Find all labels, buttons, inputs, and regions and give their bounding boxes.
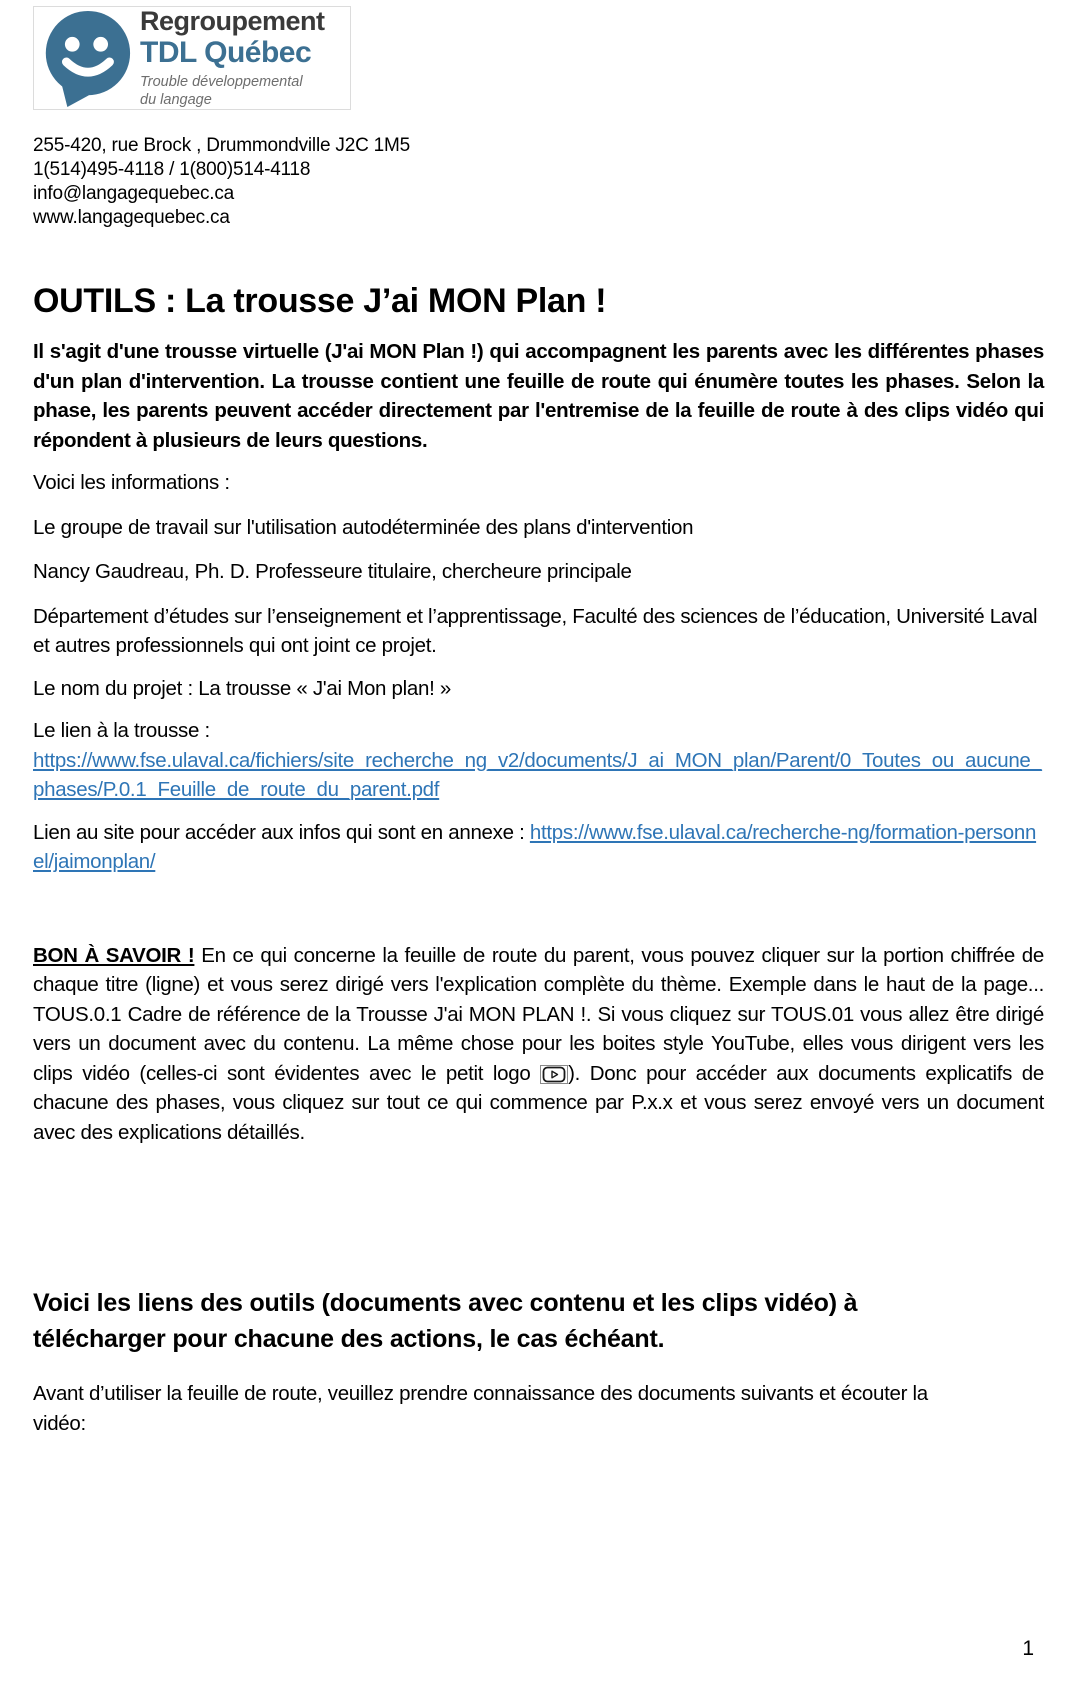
annexe-link[interactable]: https://www.fse.ulaval.ca/recherche-ng/formation-personnel/jaimonplan/ (33, 820, 1037, 873)
trousse-link[interactable]: https://www.fse.ulaval.ca/fichiers/site_recherche_ng_v2/documents/J_ai_MON_plan/Parent/0_Toutes_ou_aucune_phases/P.0.1_Feuille_de_route_du_parent.pdf (33, 748, 1042, 801)
bon-a-savoir-text-after-icon: ). Donc pour accéder aux documents explicatifs de chacune des phases, vous cliquez sur tout ce qui commence par P.x.x et vous serez envoyé vers un document avec des explications détaillés. (33, 1061, 1044, 1144)
bon-a-savoir-lead: BON À SAVOIR ! (33, 943, 195, 967)
trousse-link-label: Le lien à la trousse : (33, 719, 210, 742)
working-group-line: Le groupe de travail sur l'utilisation autodéterminée des plans d'intervention (33, 515, 694, 539)
logo-org-name-line1: Regroupement (140, 5, 325, 36)
org-logo (33, 6, 351, 110)
contact-website: www.langagequebec.ca (33, 207, 230, 228)
logo-tagline-line1: Trouble développemental (140, 73, 303, 90)
logo-org-name-line2: TDL Québec (140, 35, 312, 69)
contact-address: 255-420, rue Brock , Drummondville J2C 1M5 (33, 135, 411, 156)
contact-block (33, 134, 1044, 230)
contact-phones: 1(514)495-4118 / 1(800)514-4118 (33, 159, 311, 180)
trousse-link-paragraph (33, 716, 1044, 805)
project-name-line: Le nom du projet : La trousse « J'ai Mon plan! » (33, 676, 451, 700)
smiley-speech-bubble-icon (36, 9, 134, 107)
tools-section-heading: Voici les liens des outils (documents avec contenu et les clips vidéo) à télécharger pour chacune des actions, le cas échéant. (33, 1289, 858, 1353)
researcher-line: Nancy Gaudreau, Ph. D. Professeure titulaire, chercheure principale (33, 560, 632, 583)
department-line: Département d’études sur l’enseignement et l’apprentissage, Faculté des sciences de l’éducation, Université Laval et autres professionnels qui ont joint ce projet. (33, 604, 1038, 657)
page-title: OUTILS : La trousse J’ai MON Plan ! (33, 282, 607, 320)
info-heading: Voici les informations : (33, 471, 230, 494)
logo-tagline (140, 73, 325, 109)
bon-a-savoir-text-before-icon: En ce qui concerne la feuille de route du parent, vous pouvez cliquer sur la portion chiffrée de chaque titre (ligne) et vous serez dirigé vers l'explication complète du thème. Exemple dans le haut de la page... TOUS.0.1 Cadre de référence de la Trousse J'ai MON PLAN !. Si vous cliquez sur TOUS.01 vous allez être dirigé vers un document avec du contenu. La même chose pour les boites style YouTube, elles vous dirigent vers les clips vidéo (celles-ci sont évidentes avec le petit logo (33, 943, 1044, 1085)
annexe-link-label: Lien au site pour accéder aux infos qui sont en annexe : (33, 820, 530, 844)
bon-a-savoir-paragraph (33, 941, 1044, 1148)
page-number: 1 (1022, 1637, 1034, 1660)
logo-tagline-line2: du langage (140, 91, 212, 108)
closing-paragraph: Avant d’utiliser la feuille de route, veuillez prendre connaissance des documents suivants et écouter la vidéo: (33, 1382, 928, 1435)
contact-email: info@langagequebec.ca (33, 183, 235, 204)
youtube-play-icon (540, 1065, 568, 1084)
annexe-link-paragraph (33, 818, 1044, 877)
intro-paragraph: Il s'agit d'une trousse virtuelle (J'ai MON Plan !) qui accompagnent les parents avec les différentes phases d'un plan d'intervention. La trousse contient une feuille de route qui énumère toutes les phases. Selon la phase, les parents peuvent accéder directement par l'entremise de la feuille de route à des clips vidéo qui répondent à plusieurs de leurs questions. (33, 340, 1044, 452)
logo-wordmark (140, 5, 325, 109)
